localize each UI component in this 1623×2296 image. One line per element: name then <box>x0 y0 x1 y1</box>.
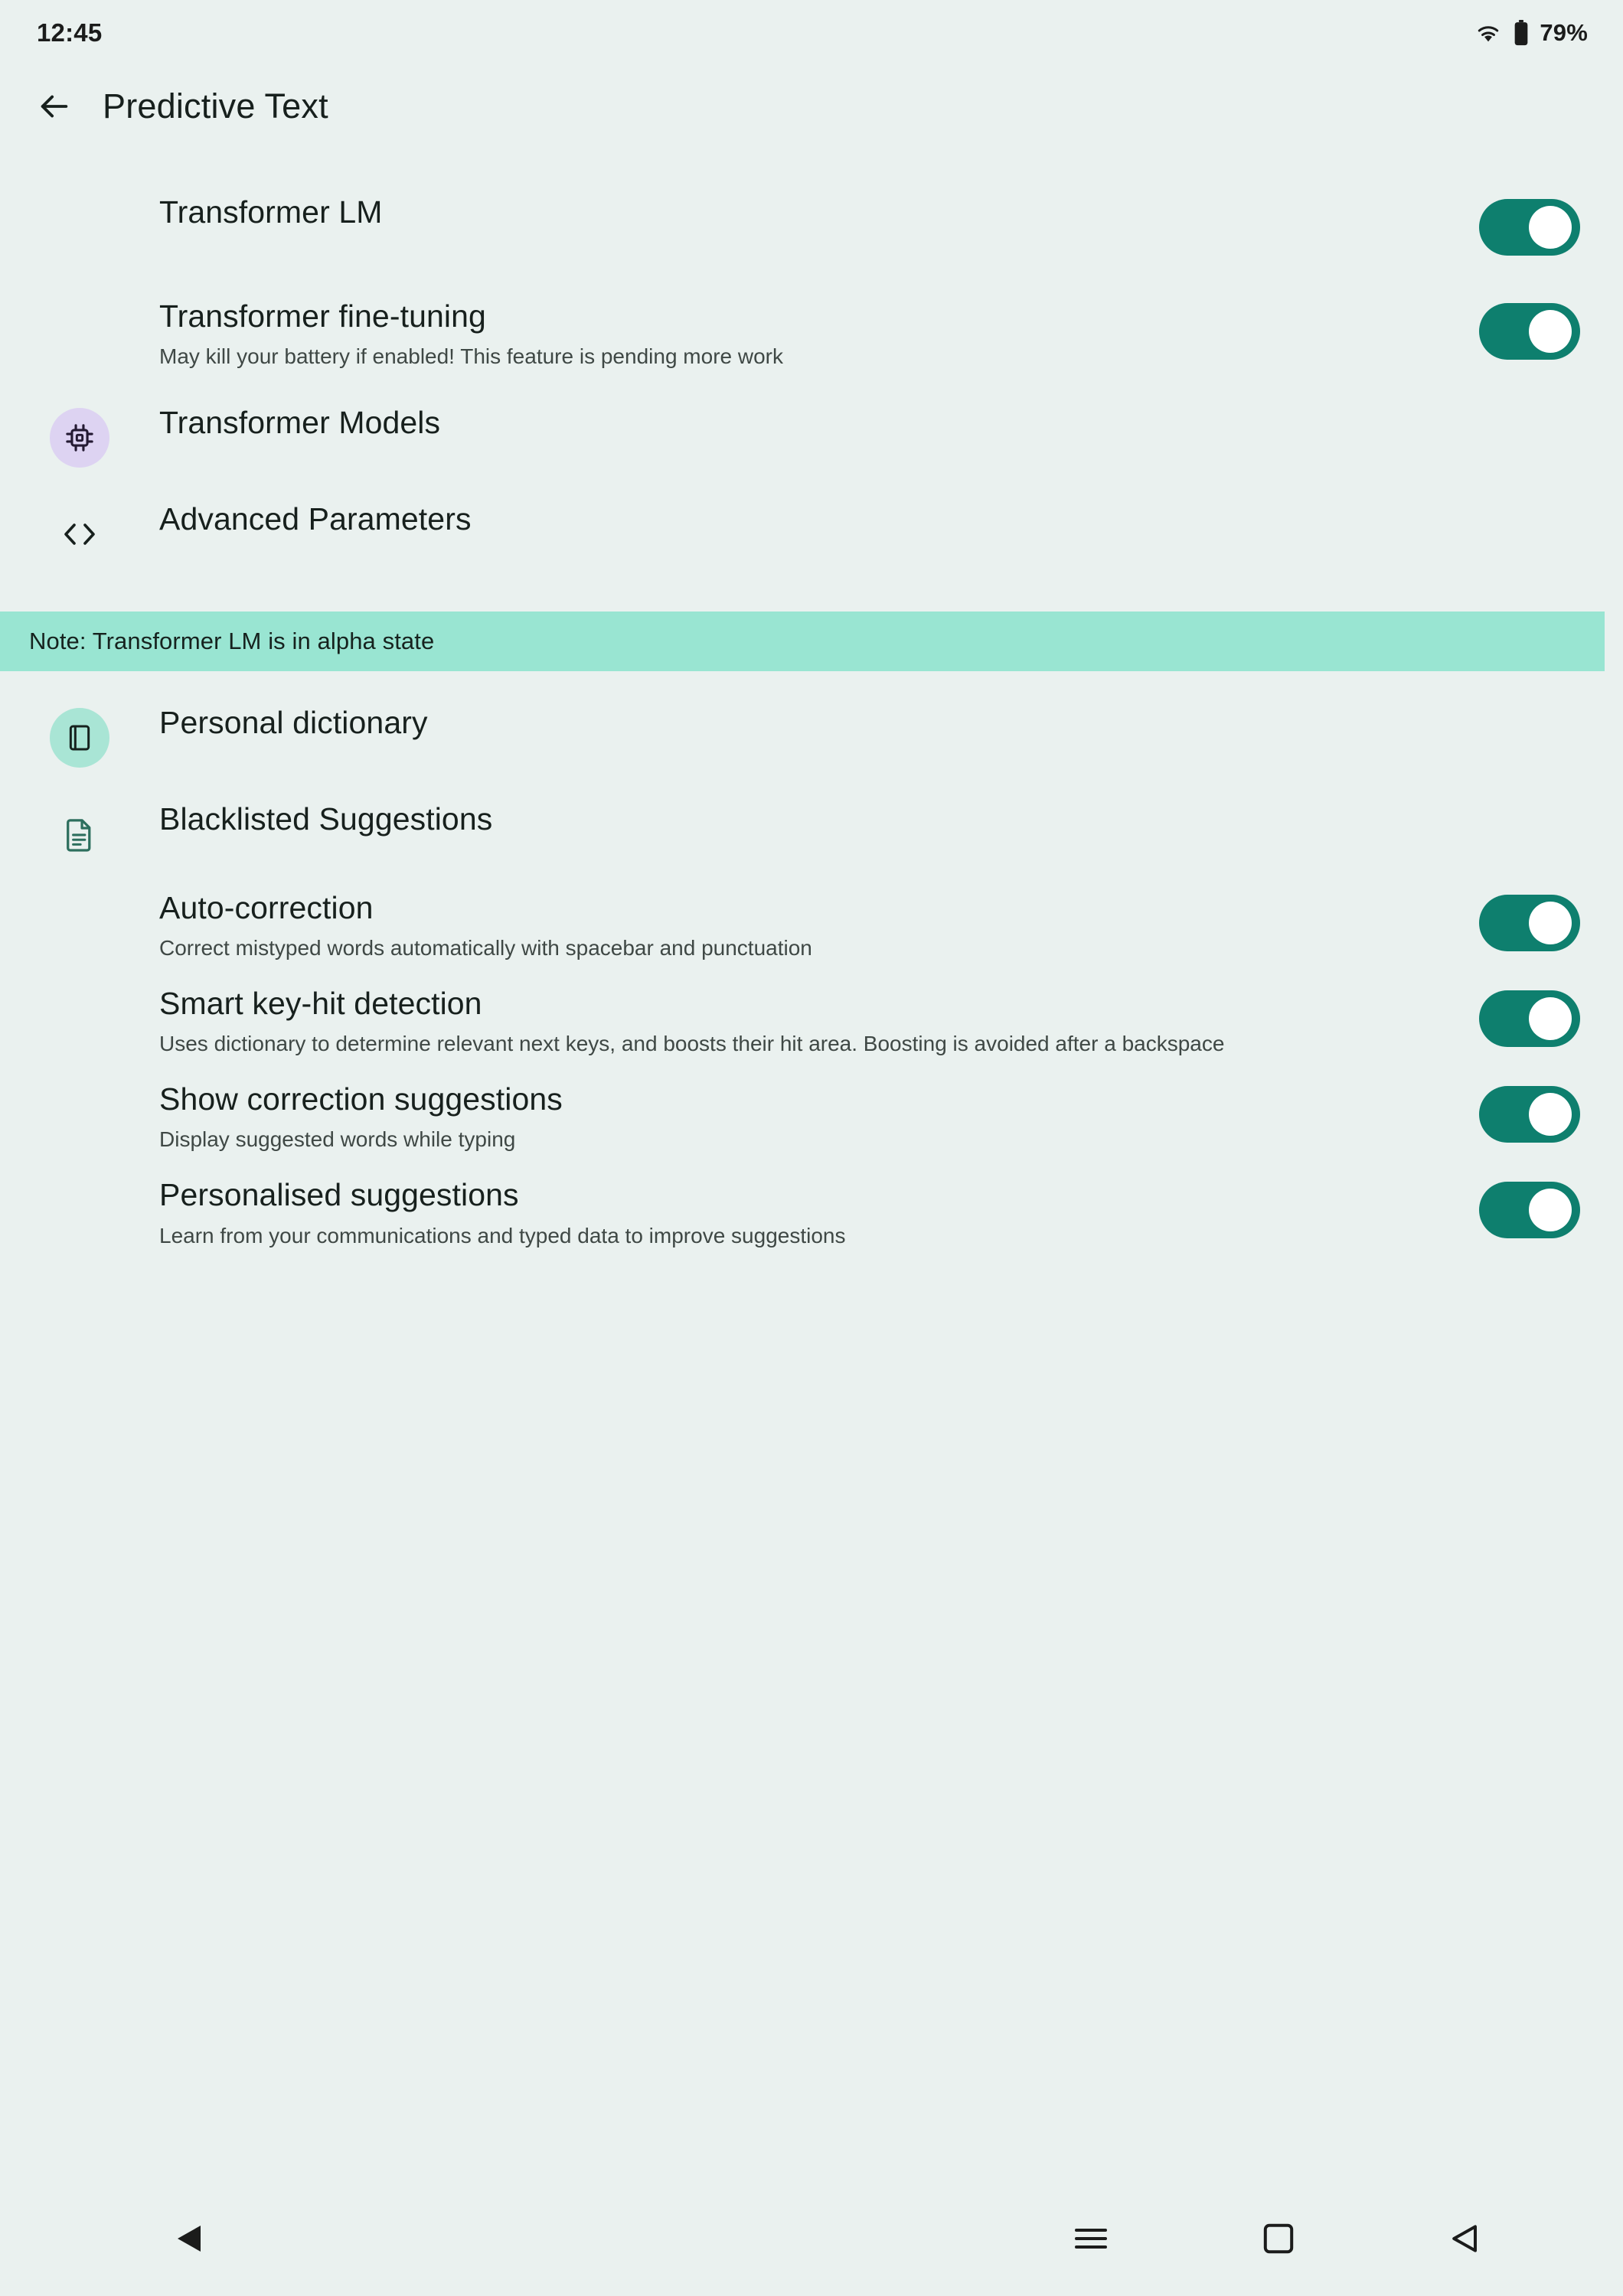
system-navigation-bar <box>0 2181 1623 2296</box>
note-text: Note: Transformer LM is in alpha state <box>29 628 435 655</box>
setting-row-transformer-models[interactable] <box>0 405 1623 468</box>
page-title: Predictive Text <box>103 86 328 126</box>
row-body <box>159 705 1450 741</box>
setting-row-smart-key-hit-detection[interactable] <box>0 986 1623 1058</box>
setting-subtitle: Learn from your communications and typed data to improve suggestions <box>159 1223 846 1247</box>
app-bar <box>0 66 1623 147</box>
row-body <box>159 405 1450 441</box>
status-indicators <box>1474 19 1588 47</box>
setting-title: Personal dictionary <box>159 705 428 741</box>
status-time: 12:45 <box>37 18 103 47</box>
setting-title: Transformer LM <box>159 194 383 230</box>
setting-row-transformer-fine-tuning[interactable] <box>0 298 1623 371</box>
row-body <box>159 1177 1450 1250</box>
code-brackets-icon <box>50 504 109 564</box>
nav-menu-icon[interactable] <box>1075 2227 1107 2250</box>
wifi-icon <box>1474 21 1503 44</box>
setting-title: Auto-correction <box>159 890 374 926</box>
row-control <box>1450 298 1580 360</box>
toggle-personalised-suggestions[interactable] <box>1479 1182 1580 1238</box>
document-icon <box>50 804 109 864</box>
row-control <box>1450 986 1580 1047</box>
setting-title: Blacklisted Suggestions <box>159 801 493 837</box>
setting-title: Transformer fine-tuning <box>159 298 486 334</box>
alpha-state-note <box>0 612 1605 671</box>
nav-recents-triangle-icon[interactable] <box>1450 2223 1479 2254</box>
toggle-auto-correction[interactable] <box>1479 895 1580 951</box>
setting-title: Advanced Parameters <box>159 501 472 537</box>
row-icon-slot <box>0 890 159 893</box>
row-icon-slot <box>0 405 159 468</box>
setting-row-advanced-parameters[interactable] <box>0 501 1623 564</box>
row-control <box>1450 1081 1580 1143</box>
book-icon <box>50 708 109 768</box>
row-body <box>159 801 1450 837</box>
row-icon-slot <box>0 194 159 197</box>
row-icon-slot <box>0 298 159 302</box>
toggle-show-correction-suggestions[interactable] <box>1479 1086 1580 1143</box>
row-icon-slot <box>0 501 159 564</box>
row-body <box>159 890 1450 963</box>
row-control <box>1450 501 1580 506</box>
row-icon-slot <box>0 986 159 989</box>
chip-icon <box>50 408 109 468</box>
setting-title: Personalised suggestions <box>159 1177 519 1213</box>
row-body <box>159 501 1450 537</box>
row-icon-slot <box>0 705 159 768</box>
row-control <box>1450 405 1580 409</box>
row-control <box>1450 1177 1580 1238</box>
row-control <box>1450 705 1580 709</box>
battery-percent: 79% <box>1540 19 1588 46</box>
setting-row-show-correction-suggestions[interactable] <box>0 1081 1623 1154</box>
toggle-smart-key-hit-detection[interactable] <box>1479 990 1580 1047</box>
setting-subtitle: Correct mistyped words automatically with spacebar and punctuation <box>159 936 812 960</box>
setting-subtitle: May kill your battery if enabled! This feature is pending more work <box>159 344 783 369</box>
setting-subtitle: Display suggested words while typing <box>159 1127 516 1152</box>
setting-title: Smart key-hit detection <box>159 986 482 1022</box>
nav-back-triangle-icon[interactable] <box>175 2223 204 2254</box>
row-body <box>159 986 1450 1058</box>
nav-home-square-icon[interactable] <box>1263 2223 1294 2254</box>
setting-title: Transformer Models <box>159 405 441 441</box>
row-control <box>1450 890 1580 951</box>
row-icon-slot <box>0 1081 159 1084</box>
setting-row-blacklisted-suggestions[interactable] <box>0 801 1623 864</box>
row-body <box>159 1081 1450 1154</box>
back-arrow-icon[interactable] <box>37 89 72 124</box>
setting-row-transformer-lm[interactable] <box>0 194 1623 256</box>
battery-icon <box>1514 20 1529 46</box>
toggle-transformer-lm[interactable] <box>1479 199 1580 256</box>
row-control <box>1450 801 1580 806</box>
status-bar <box>0 0 1623 66</box>
setting-row-auto-correction[interactable] <box>0 890 1623 963</box>
toggle-transformer-fine-tuning[interactable] <box>1479 303 1580 360</box>
setting-subtitle: Uses dictionary to determine relevant next keys, and boosts their hit area. Boosting is avoided after a backspace <box>159 1032 1225 1056</box>
settings-list <box>0 147 1623 2181</box>
setting-title: Show correction suggestions <box>159 1081 563 1117</box>
row-icon-slot <box>0 1177 159 1180</box>
row-icon-slot <box>0 801 159 864</box>
setting-row-personalised-suggestions[interactable] <box>0 1177 1623 1250</box>
row-body <box>159 194 1450 230</box>
setting-row-personal-dictionary[interactable] <box>0 705 1623 768</box>
row-control <box>1450 194 1580 256</box>
nav-right-group <box>1075 2223 1479 2254</box>
row-body <box>159 298 1450 371</box>
